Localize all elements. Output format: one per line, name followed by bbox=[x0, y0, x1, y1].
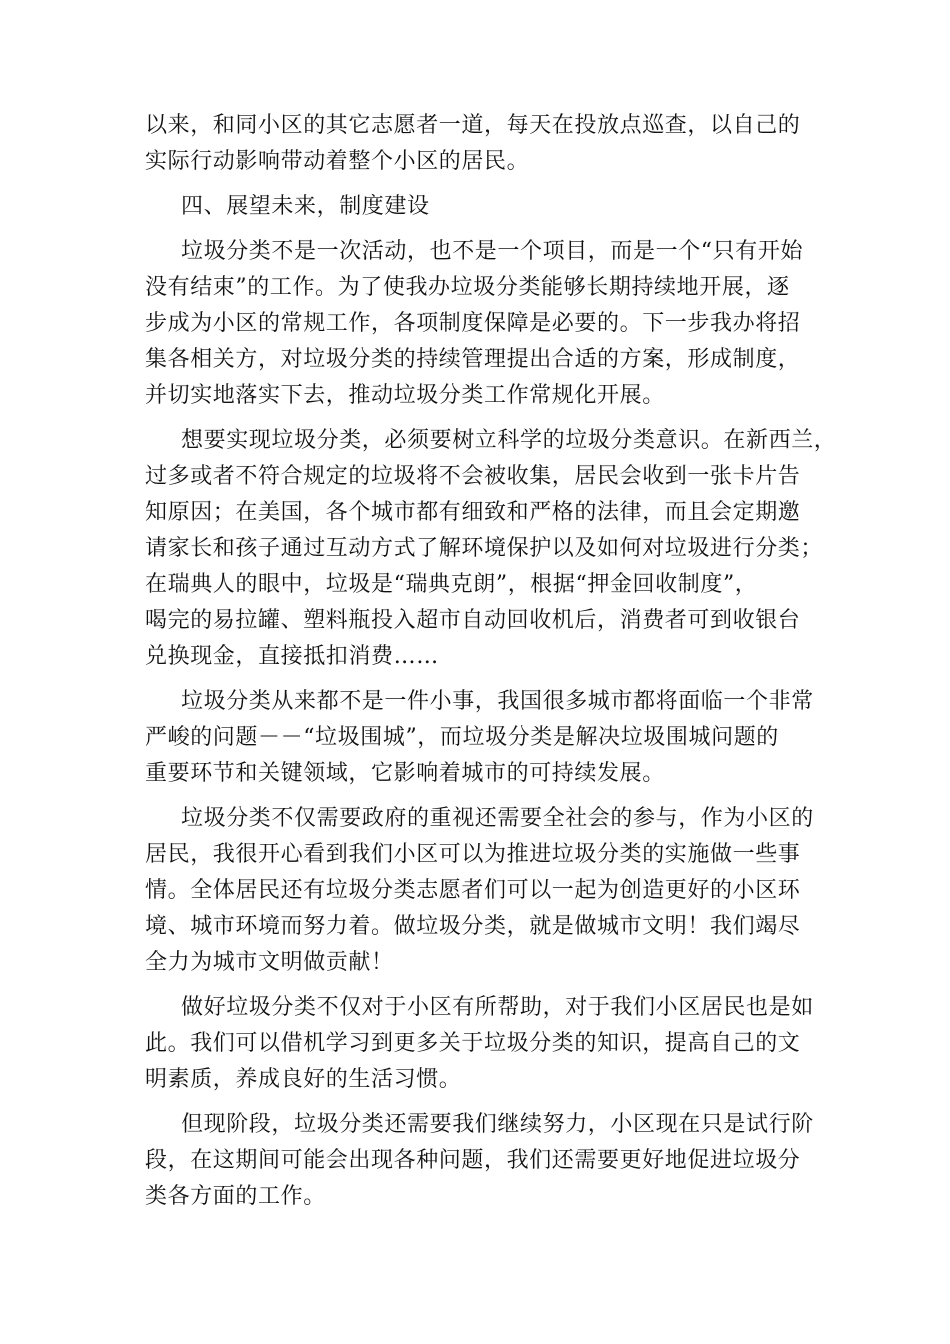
text-line: 严峻的问题－－“垃圾围城”，而垃圾分类是解决垃圾围城问题的 bbox=[145, 725, 779, 750]
paragraph-current-stage bbox=[145, 1107, 817, 1215]
document-page bbox=[145, 108, 837, 1224]
text-line: 居民，我很开心看到我们小区可以为推进垃圾分类的实施做一些事 bbox=[145, 842, 801, 867]
text-line: 类各方面的工作。 bbox=[145, 1184, 326, 1209]
section-heading: 四、展望未来，制度建设 bbox=[181, 194, 430, 219]
paragraph-benefits bbox=[145, 990, 817, 1098]
paragraph-awareness bbox=[145, 423, 837, 675]
text-line: 在瑞典人的眼中，垃圾是“瑞典克朗”，根据“押金回收制度”， bbox=[145, 572, 758, 597]
text-line: 请家长和孩子通过互动方式了解环境保护以及如何对垃圾进行分类； bbox=[145, 536, 824, 561]
text-line: 垃圾分类不是一次活动，也不是一个项目，而是一个“只有开始 bbox=[181, 239, 804, 264]
text-line: 段，在这期间可能会出现各种问题，我们还需要更好地促进垃圾分 bbox=[145, 1148, 801, 1173]
paragraph-garbage-siege bbox=[145, 684, 817, 792]
text-line: 没有结束”的工作。为了使我办垃圾分类能够长期持续地开展，逐 bbox=[145, 275, 790, 300]
text-line: 但现阶段，垃圾分类还需要我们继续努力，小区现在只是试行阶 bbox=[181, 1112, 814, 1137]
text-line: 做好垃圾分类不仅对于小区有所帮助，对于我们小区居民也是如 bbox=[181, 995, 814, 1020]
text-line: 知原因；在美国，各个城市都有细致和严格的法律，而且会定期邀 bbox=[145, 500, 801, 525]
text-line: 集各相关方，对垃圾分类的持续管理提出合适的方案，形成制度， bbox=[145, 347, 801, 372]
text-line: 过多或者不符合规定的垃圾将不会被收集，居民会收到一张卡片告 bbox=[145, 464, 801, 489]
text-line: 此。我们可以借机学习到更多关于垃圾分类的知识，提高自己的文 bbox=[145, 1031, 801, 1056]
text-line: 境、城市环境而努力着。做垃圾分类，就是做城市文明！我们竭尽 bbox=[145, 914, 801, 939]
text-line: 全力为城市文明做贡献！ bbox=[145, 950, 394, 975]
text-line: 情。全体居民还有垃圾分类志愿者们可以一起为创造更好的小区环 bbox=[145, 878, 801, 903]
paragraph-institution bbox=[145, 234, 817, 414]
text-line: 实际行动影响带动着整个小区的居民。 bbox=[145, 149, 530, 174]
text-line: 步成为小区的常规工作，各项制度保障是必要的。下一步我办将招 bbox=[145, 311, 801, 336]
text-line: 垃圾分类从来都不是一件小事，我国很多城市都将面临一个非常 bbox=[181, 689, 814, 714]
text-line: 想要实现垃圾分类，必须要树立科学的垃圾分类意识。在新西兰， bbox=[181, 428, 837, 453]
text-line: 并切实地落实下去，推动垃圾分类工作常规化开展。 bbox=[145, 383, 665, 408]
paragraph-continuation bbox=[145, 108, 817, 180]
text-line: 兑换现金，直接抵扣消费…… bbox=[145, 644, 439, 669]
paragraph-participation bbox=[145, 801, 817, 981]
text-line: 喝完的易拉罐、塑料瓶投入超市自动回收机后，消费者可到收银台 bbox=[145, 608, 801, 633]
text-line: 垃圾分类不仅需要政府的重视还需要全社会的参与，作为小区的 bbox=[181, 806, 814, 831]
text-line: 重要环节和关键领域，它影响着城市的可持续发展。 bbox=[145, 761, 665, 786]
text-line: 以来，和同小区的其它志愿者一道，每天在投放点巡查，以自己的 bbox=[145, 113, 801, 138]
text-line: 明素质，养成良好的生活习惯。 bbox=[145, 1067, 462, 1092]
